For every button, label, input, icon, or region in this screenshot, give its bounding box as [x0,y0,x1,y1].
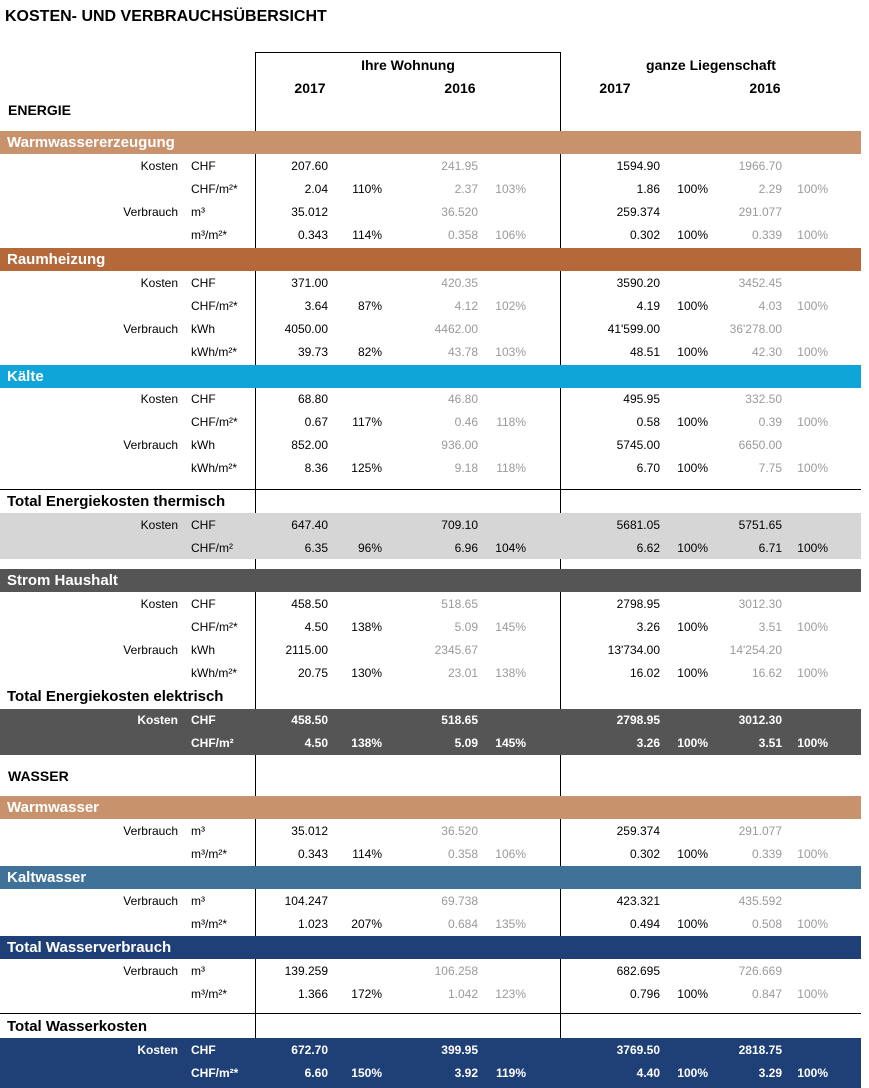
table-cell: 100% [677,541,708,555]
row-label: Kosten [140,597,178,611]
table-cell: 0.508 [751,917,782,931]
table-cell: 100% [797,987,828,1001]
table-cell: 100% [797,620,828,634]
table-cell: 2.37 [454,182,478,196]
group-header-liegenschaft: ganze Liegenschaft [646,57,776,73]
table-cell: 3590.20 [616,276,660,290]
table-cell: 0.796 [629,987,660,1001]
row-unit: m³/m²* [191,917,227,931]
table-cell: 106% [495,228,526,242]
table-cell: 100% [677,299,708,313]
row-label: Kosten [140,392,178,406]
table-cell: 6.35 [304,541,328,555]
table-cell: 110% [352,182,382,196]
total-thermisch-title: Total Energiekosten thermisch [7,493,226,510]
row-unit: m³ [191,824,205,838]
table-cell: 647.40 [291,518,328,532]
table-cell: 96% [357,541,382,555]
row-unit: kWh [191,438,215,452]
table-cell: 16.62 [751,666,782,680]
year-header: 2016 [444,80,476,96]
table-cell: 100% [677,736,708,750]
table-cell: 138% [495,666,526,680]
table-cell: 102% [495,299,526,313]
table-cell: 3.26 [636,620,660,634]
table-cell: 150% [351,1066,382,1080]
table-cell: 5751.65 [738,518,782,532]
row-unit: CHF/m² [191,541,233,555]
table-cell: 3012.30 [738,713,782,727]
table-cell: 0.358 [447,228,478,242]
table-cell: 423.321 [616,894,660,908]
table-cell: 20.75 [297,666,328,680]
table-cell: 104.247 [284,894,328,908]
page-title: KOSTEN- UND VERBRAUCHSÜBERSICHT [5,8,327,25]
table-cell: 0.343 [297,847,328,861]
table-cell: 726.669 [738,964,782,978]
row-unit: CHF/m²* [191,620,238,634]
row-unit: CHF [191,713,216,727]
table-cell: 371.00 [291,276,328,290]
table-cell: 39.73 [297,345,328,359]
row-unit: kWh [191,322,215,336]
row-unit: m³ [191,964,205,978]
warmwasser-band [0,796,861,819]
table-cell: 0.302 [629,847,660,861]
table-cell: 41'599.00 [607,322,660,336]
row-unit: m³/m²* [191,228,227,242]
table-cell: 2.04 [304,182,328,196]
row-label: Kosten [140,518,178,532]
row-label: Kosten [140,276,178,290]
table-cell: 7.75 [758,461,782,475]
table-cell: 672.70 [291,1043,328,1057]
table-cell: 145% [495,736,526,750]
table-cell: 118% [496,461,526,475]
table-cell: 0.358 [447,847,478,861]
kaltwasser-title: Kaltwasser [7,869,87,886]
row-unit: CHF/m²* [191,415,238,429]
table-cell: 68.80 [297,392,328,406]
table-cell: 100% [677,461,708,475]
table-cell: 3012.30 [738,597,782,611]
raumheizung-title: Raumheizung [7,251,106,268]
table-cell: 435.592 [738,894,782,908]
table-cell: 291.077 [738,824,782,838]
table-cell: 114% [352,847,382,861]
table-cell: 135% [495,917,526,931]
table-cell: 130% [351,666,382,680]
table-cell: 420.35 [441,276,478,290]
table-cell: 3.51 [758,736,782,750]
kaelte-band [0,365,861,388]
box-top-border [255,52,561,53]
row-label: Verbrauch [123,205,178,219]
table-cell: 103% [495,182,526,196]
row-unit: CHF/m² [191,736,234,750]
strom-haushalt-band [0,569,861,592]
table-cell: 100% [677,620,708,634]
table-cell: 0.684 [447,917,478,931]
table-cell: 36.520 [441,824,478,838]
table-cell: 35.012 [291,824,328,838]
table-cell: 5.09 [454,736,478,750]
table-cell: 100% [797,345,828,359]
row-unit: CHF [191,392,216,406]
table-cell: 0.302 [629,228,660,242]
table-cell: 4462.00 [434,322,478,336]
total-wasserverbrauch-title: Total Wasserverbrauch [7,939,172,956]
table-cell: 4.12 [454,299,478,313]
table-cell: 332.50 [745,392,782,406]
table-cell: 4050.00 [284,322,328,336]
table-cell: 118% [496,415,526,429]
table-cell: 48.51 [629,345,660,359]
row-label: Verbrauch [123,322,178,336]
table-cell: 42.30 [751,345,782,359]
row-unit: CHF [191,597,216,611]
table-cell: 4.40 [636,1066,660,1080]
table-cell: 1.86 [636,182,660,196]
table-cell: 0.339 [751,228,782,242]
table-cell: 0.847 [751,987,782,1001]
row-label: Verbrauch [123,964,178,978]
table-cell: 6.71 [758,541,782,555]
table-cell: 6.62 [636,541,660,555]
table-cell: 138% [351,620,382,634]
group-header-wohnung: Ihre Wohnung [361,57,455,73]
table-cell: 291.077 [738,205,782,219]
table-cell: 100% [797,541,828,555]
raumheizung-band [0,248,861,271]
section-rule [0,489,861,490]
table-cell: 936.00 [441,438,478,452]
table-cell: 36'278.00 [729,322,782,336]
row-unit: m³/m²* [191,847,227,861]
warmwassererzeugung-title: Warmwassererzeugung [7,134,175,151]
row-unit: CHF/m²* [191,182,238,196]
table-cell: 8.36 [304,461,328,475]
row-unit: m³/m²* [191,987,227,1001]
table-cell: 259.374 [616,824,660,838]
row-label: Verbrauch [123,643,178,657]
row-label: Verbrauch [123,894,178,908]
table-cell: 207% [351,917,382,931]
table-cell: 518.65 [441,713,478,727]
table-cell: 5.09 [454,620,478,634]
table-cell: 100% [677,345,708,359]
table-cell: 100% [797,228,828,242]
table-cell: 0.39 [758,415,782,429]
table-cell: 5745.00 [616,438,660,452]
table-cell: 1966.70 [738,159,782,173]
table-cell: 23.01 [447,666,478,680]
table-cell: 458.50 [291,713,328,727]
table-cell: 100% [677,228,708,242]
table-cell: 172% [351,987,382,1001]
table-cell: 709.10 [441,518,478,532]
table-cell: 103% [495,345,526,359]
table-cell: 106.258 [434,964,478,978]
table-cell: 2798.95 [616,597,660,611]
table-cell: 117% [352,415,382,429]
table-cell: 82% [357,345,382,359]
table-cell: 852.00 [291,438,328,452]
table-cell: 4.50 [304,620,328,634]
table-cell: 2818.75 [738,1043,782,1057]
table-cell: 6.96 [454,541,478,555]
year-header: 2016 [749,80,781,96]
table-cell: 0.343 [297,228,328,242]
table-cell: 241.95 [441,159,478,173]
table-cell: 1.366 [297,987,328,1001]
table-cell: 3.26 [636,736,660,750]
total-wasserkosten-title: Total Wasserkosten [7,1018,148,1035]
table-cell: 36.520 [441,205,478,219]
table-cell: 106% [495,847,526,861]
table-cell: 145% [495,620,526,634]
table-cell: 16.02 [629,666,660,680]
warmwasser-title: Warmwasser [7,799,99,816]
table-cell: 3452.45 [738,276,782,290]
table-cell: 100% [677,847,708,861]
table-cell: 458.50 [291,597,328,611]
table-cell: 6650.00 [738,438,782,452]
table-cell: 1.023 [297,917,328,931]
energie-heading: ENERGIE [8,102,72,118]
table-cell: 104% [495,541,526,555]
strom-haushalt-title: Strom Haushalt [7,572,118,589]
table-cell: 87% [357,299,382,313]
table-cell: 114% [352,228,382,242]
table-cell: 100% [677,182,708,196]
table-cell: 119% [495,1066,526,1080]
table-cell: 123% [495,987,526,1001]
table-cell: 138% [351,736,382,750]
table-cell: 2115.00 [285,643,328,657]
row-unit: kWh/m²* [191,666,237,680]
kaelte-title: Kälte [7,368,44,385]
row-unit: CHF/m²* [191,1066,239,1080]
table-cell: 2345.67 [434,643,478,657]
table-cell: 125% [351,461,382,475]
table-cell: 3.92 [454,1066,478,1080]
table-cell: 1.042 [447,987,478,1001]
row-unit: CHF [191,159,216,173]
table-cell: 2.29 [758,182,782,196]
section-rule [0,1013,861,1014]
row-unit: m³ [191,205,205,219]
table-cell: 399.95 [441,1043,478,1057]
table-cell: 0.339 [751,847,782,861]
table-cell: 0.58 [636,415,660,429]
row-unit: CHF [191,276,216,290]
row-label: Verbrauch [123,824,178,838]
table-cell: 100% [797,1066,828,1080]
table-cell: 100% [677,1066,708,1080]
row-unit: kWh [191,643,215,657]
table-cell: 100% [677,666,708,680]
table-cell: 100% [797,415,828,429]
row-unit: CHF/m²* [191,299,238,313]
row-unit: CHF [191,518,216,532]
table-cell: 1594.90 [616,159,660,173]
table-cell: 495.95 [623,392,660,406]
table-cell: 6.70 [636,461,660,475]
table-cell: 100% [797,666,828,680]
row-unit: m³ [191,894,205,908]
table-cell: 3.51 [758,620,782,634]
table-cell: 259.374 [616,205,660,219]
table-cell: 0.46 [454,415,478,429]
table-cell: 100% [797,299,828,313]
row-label: Kosten [137,713,178,727]
table-cell: 100% [797,461,828,475]
table-cell: 0.494 [629,917,660,931]
table-cell: 100% [677,917,708,931]
table-cell: 139.259 [284,964,328,978]
row-label: Kosten [140,159,178,173]
table-cell: 9.18 [454,461,478,475]
year-header: 2017 [599,80,631,96]
table-cell: 35.012 [291,205,328,219]
table-cell: 2798.95 [616,713,660,727]
table-cell: 4.19 [636,299,660,313]
row-label: Verbrauch [123,438,178,452]
table-cell: 100% [677,987,708,1001]
table-cell: 100% [797,917,828,931]
table-cell: 3.64 [304,299,328,313]
table-cell: 4.50 [304,736,328,750]
total-elektrisch-title: Total Energiekosten elektrisch [7,688,224,705]
row-unit: CHF [191,1043,216,1057]
table-cell: 43.78 [447,345,478,359]
table-cell: 100% [677,415,708,429]
table-cell: 5681.05 [616,518,660,532]
table-cell: 4.03 [758,299,782,313]
row-label: Kosten [137,1043,178,1057]
table-cell: 6.60 [304,1066,328,1080]
table-cell: 207.60 [291,159,328,173]
table-cell: 100% [797,847,828,861]
table-cell: 46.80 [447,392,478,406]
row-unit: kWh/m²* [191,345,237,359]
kaltwasser-band [0,866,861,889]
table-cell: 14'254.20 [729,643,782,657]
table-cell: 100% [797,182,828,196]
table-cell: 0.67 [304,415,328,429]
table-cell: 3.29 [758,1066,782,1080]
table-cell: 13'734.00 [607,643,660,657]
table-cell: 100% [797,736,828,750]
table-cell: 69.738 [441,894,478,908]
table-cell: 518.65 [441,597,478,611]
row-unit: kWh/m²* [191,461,237,475]
wasser-heading: WASSER [8,768,69,784]
table-cell: 3769.50 [616,1043,660,1057]
year-header: 2017 [294,80,326,96]
table-cell: 682.695 [616,964,660,978]
